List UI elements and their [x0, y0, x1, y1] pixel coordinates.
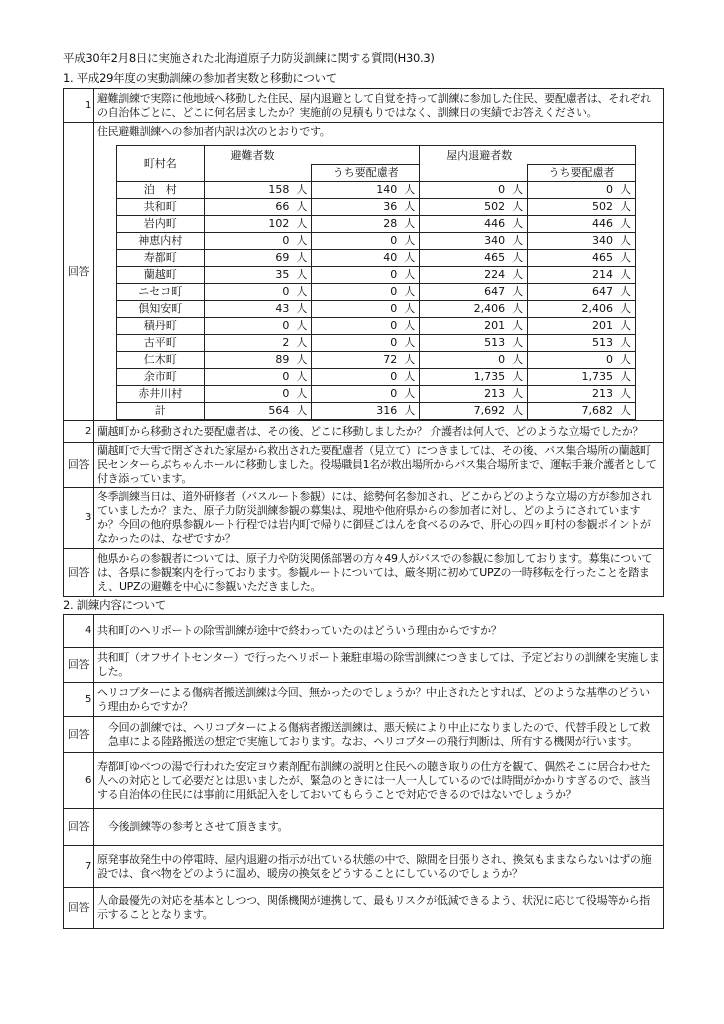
question-row	[64, 753, 664, 809]
header-spacer	[420, 165, 528, 182]
count-value: 1,735	[581, 370, 613, 383]
unit-label: 人	[404, 251, 416, 264]
document-title: 平成30年2月8日に実施された北海道原子力防災訓練に関する質問(H30.3)	[63, 51, 435, 65]
count-value: 0	[390, 336, 398, 349]
breakdown-body	[117, 182, 636, 420]
unit-label: 人	[620, 268, 631, 281]
count-shelter	[420, 250, 528, 267]
count-value: 28	[383, 217, 398, 230]
unit-label: 人	[512, 353, 524, 366]
unit-label: 人	[620, 285, 631, 298]
question-text: ヘリコプターによる傷病者搬送訓練は今回、無かったのでしょうか？中止されたとすれば、どのような基準のどういう理由からですか？	[94, 683, 664, 717]
unit-label: 人	[620, 251, 631, 264]
count-evac-care	[312, 318, 420, 335]
count-value: 0	[390, 268, 398, 281]
answer-label: 回答	[64, 549, 94, 597]
count-evac-care	[312, 369, 420, 386]
count-value: 340	[484, 234, 506, 247]
count-shelter	[420, 386, 528, 403]
answer-row	[64, 549, 664, 597]
count-value: 465	[484, 251, 506, 264]
count-evac	[204, 403, 312, 420]
unit-label: 人	[620, 302, 631, 315]
municipality-row	[117, 284, 636, 301]
answer-text: 蘭越町で大雪で閉ざされた家屋から救出された要配慮者（見立て）につきましては、その後、バス集合場所の蘭越町民センターらぶちゃんホールに移動しました。役場職員1名が救出場所からバス集合場所まで、運転手兼介護者として付き添っています。	[94, 443, 664, 488]
count-evac	[204, 301, 312, 318]
count-evac	[204, 386, 312, 403]
unit-label: 人	[404, 183, 416, 196]
unit-label: 人	[296, 234, 308, 247]
answer-text: 他県からの参観者については、原子力や防災関係部署の方々49人がバスでの参観に参加しております。募集については、各県に参観案内を行っております。参観ルートについては、厳冬期に初めてUPZの一時移転を行ったことを踏まえ、UPZの避難を中心に参観いただきました。	[94, 549, 664, 597]
count-value: 0	[390, 319, 398, 332]
unit-label: 人	[404, 353, 416, 366]
count-shelter-care	[528, 386, 636, 403]
question-number: 2	[64, 421, 94, 443]
unit-label: 人	[512, 234, 524, 247]
count-value: 2	[282, 336, 290, 349]
participant-breakdown-table	[116, 145, 636, 420]
count-evac-care	[312, 267, 420, 284]
count-value: 502	[484, 200, 506, 213]
count-value: 0	[282, 234, 290, 247]
unit-label: 人	[296, 302, 308, 315]
count-value: 513	[592, 336, 613, 349]
municipality-row	[117, 233, 636, 250]
count-value: 0	[390, 285, 398, 298]
question-text: 寿都町ゆべつの湯で行われた安定ヨウ素剤配布訓練の説明と住民への聴き取りの仕方を観て、偶然そこに居合わせた人への対応として必要だとは思いましたが、緊急のときには一人一人しているのでは時間がかかりすぎるので、該当する自治体の住民には事前に用紙記入をしておいてもらうことで対応できるのではないでしょうか？	[94, 753, 664, 809]
count-evac	[204, 250, 312, 267]
unit-label: 人	[296, 370, 308, 383]
municipality-row	[117, 267, 636, 284]
count-value: 446	[592, 217, 613, 230]
unit-label: 人	[296, 183, 308, 196]
count-shelter	[420, 267, 528, 284]
count-shelter-care	[528, 318, 636, 335]
question-row	[64, 683, 664, 717]
count-shelter	[420, 318, 528, 335]
header-evacuees: 避難者数	[204, 146, 420, 165]
count-value: 89	[275, 353, 290, 366]
question-text: 冬季訓練当日は、道外研修者（バスルート参観）には、総勢何名参加され、どこからどのような立場の方が参加されていましたか？また、原子力防災訓練参観の募集は、現地や他府県からの参加者に対し、どのようにされていますか？今回の他府県参観ルート行程では岩内町で帰りに御昼ごはんを食べるのみで、肝心の四ヶ町村の参観ポイントがなかったのは、なぜですか？	[94, 488, 664, 549]
count-value: 0	[390, 234, 398, 247]
count-value: 102	[268, 217, 290, 230]
count-shelter-care	[528, 352, 636, 369]
answer-text: 今回の訓練では、ヘリコプターによる傷病者搬送訓練は、悪天候により中止になりましたので、代替手段として救急車による陸路搬送の想定で実施しております。なお、ヘリコプターの飛行判断は、所有する機関が行います。	[94, 717, 664, 753]
count-value: 0	[498, 353, 506, 366]
municipality-name: 岩内町	[117, 216, 205, 233]
unit-label: 人	[404, 285, 416, 298]
count-value: 647	[592, 285, 613, 298]
unit-label: 人	[512, 387, 524, 400]
answer-row	[64, 648, 664, 683]
count-shelter-care	[528, 216, 636, 233]
count-value: 465	[592, 251, 613, 264]
count-value: 35	[275, 268, 290, 281]
count-value: 43	[275, 302, 290, 315]
count-evac	[204, 216, 312, 233]
unit-label: 人	[512, 268, 524, 281]
answer-text: 共和町（オフサイトセンター）で行ったヘリポート兼駐車場の除雪訓練につきましては、予定どおりの訓練を実施しました。	[94, 648, 664, 683]
municipality-name: 泊 村	[117, 182, 205, 199]
municipality-row	[117, 335, 636, 352]
count-value: 40	[383, 251, 398, 264]
municipality-name: 積丹町	[117, 318, 205, 335]
count-value: 0	[390, 387, 398, 400]
unit-label: 人	[620, 319, 631, 332]
municipality-name: 共和町	[117, 199, 205, 216]
count-value: 0	[282, 370, 290, 383]
count-value: 36	[383, 200, 398, 213]
unit-label: 人	[620, 200, 631, 213]
count-value: 2,406	[473, 302, 506, 315]
qa-table-section-1	[63, 88, 664, 597]
count-shelter	[420, 403, 528, 420]
question-row	[64, 488, 664, 549]
section-1-title: 1. 平成29年度の実動訓練の参加者実数と移動について	[63, 71, 337, 85]
count-shelter-care	[528, 182, 636, 199]
count-shelter	[420, 369, 528, 386]
count-evac	[204, 182, 312, 199]
count-value: 0	[498, 183, 506, 196]
unit-label: 人	[296, 336, 308, 349]
count-evac-care	[312, 352, 420, 369]
municipality-name: 仁木町	[117, 352, 205, 369]
total-row	[117, 403, 636, 420]
header-spacer	[204, 165, 312, 182]
answer-text: 今後訓練等の参考とさせて頂きます。	[94, 809, 664, 846]
question-number: 5	[64, 683, 94, 717]
question-number: 7	[64, 846, 94, 888]
count-shelter	[420, 182, 528, 199]
count-shelter-care	[528, 369, 636, 386]
unit-label: 人	[404, 234, 416, 247]
count-evac-care	[312, 301, 420, 318]
count-value: 213	[484, 387, 506, 400]
count-evac-care	[312, 403, 420, 420]
unit-label: 人	[512, 285, 524, 298]
unit-label: 人	[620, 336, 631, 349]
count-value: 2,406	[581, 302, 613, 315]
count-value: 201	[592, 319, 613, 332]
count-shelter-care	[528, 250, 636, 267]
municipality-row	[117, 250, 636, 267]
answer-row	[64, 717, 664, 753]
municipality-name: 古平町	[117, 335, 205, 352]
unit-label: 人	[296, 404, 308, 417]
question-row	[64, 89, 664, 123]
unit-label: 人	[620, 217, 631, 230]
unit-label: 人	[296, 217, 308, 230]
answer-text: 住民避難訓練への参加者内訳は次のとおりです。	[97, 125, 331, 138]
header-sheltering-care: うち要配慮者	[528, 165, 636, 182]
question-text: 原発事故発生中の停電時、屋内退避の指示が出ている状態の中で、隙間を目張りされ、換気もままならないはずの施設では、食べ物をどのように温め、暖房の換気をどうすることにしているのでしょうか？	[94, 846, 664, 888]
question-row	[64, 615, 664, 648]
count-evac-care	[312, 250, 420, 267]
unit-label: 人	[512, 336, 524, 349]
count-shelter	[420, 199, 528, 216]
answer-row	[64, 123, 664, 421]
count-value: 7,692	[473, 404, 506, 417]
count-shelter-care	[528, 301, 636, 318]
answer-label: 回答	[64, 809, 94, 846]
municipality-name: 蘭越町	[117, 267, 205, 284]
unit-label: 人	[620, 234, 631, 247]
count-evac	[204, 267, 312, 284]
count-value: 0	[390, 302, 398, 315]
count-evac	[204, 199, 312, 216]
unit-label: 人	[404, 302, 416, 315]
header-municipality: 町村名	[117, 146, 205, 182]
answer-row	[64, 443, 664, 488]
count-shelter	[420, 284, 528, 301]
count-value: 72	[383, 353, 398, 366]
answer-label: 回答	[64, 888, 94, 929]
count-value: 0	[282, 387, 290, 400]
count-value: 158	[268, 183, 290, 196]
answer-label: 回答	[64, 123, 94, 421]
municipality-row	[117, 301, 636, 318]
count-value: 647	[484, 285, 506, 298]
count-value: 1,735	[473, 370, 506, 383]
municipality-row	[117, 369, 636, 386]
count-value: 564	[268, 404, 290, 417]
count-evac	[204, 284, 312, 301]
count-value: 201	[484, 319, 506, 332]
count-value: 0	[390, 370, 398, 383]
answer-text: 人命最優先の対応を基本としつつ、関係機関が連携して、最もリスクが低減できるよう、状況に応じて役場等から指示することとなります。	[94, 888, 664, 929]
answer-row	[64, 809, 664, 846]
unit-label: 人	[512, 302, 524, 315]
count-shelter	[420, 233, 528, 250]
unit-label: 人	[404, 387, 416, 400]
unit-label: 人	[404, 404, 416, 417]
count-value: 7,682	[581, 404, 613, 417]
unit-label: 人	[404, 217, 416, 230]
count-value: 0	[282, 285, 290, 298]
unit-label: 人	[512, 183, 524, 196]
municipality-row	[117, 182, 636, 199]
answer-cell	[94, 123, 664, 421]
question-row	[64, 421, 664, 443]
count-value: 224	[484, 268, 506, 281]
count-shelter-care	[528, 403, 636, 420]
unit-label: 人	[620, 404, 631, 417]
count-shelter-care	[528, 335, 636, 352]
question-text: 蘭越町から移動された要配慮者は、その後、どこに移動しましたか？ 介護者は何人で、どのような立場でしたか？	[94, 421, 664, 443]
count-value: 340	[592, 234, 613, 247]
unit-label: 人	[296, 353, 308, 366]
count-evac	[204, 233, 312, 250]
count-value: 66	[275, 200, 290, 213]
count-value: 0	[606, 353, 613, 366]
count-shelter-care	[528, 284, 636, 301]
answer-label: 回答	[64, 443, 94, 488]
municipality-name: 計	[117, 403, 205, 420]
count-shelter	[420, 216, 528, 233]
count-value: 446	[484, 217, 506, 230]
header-evacuees-care: うち要配慮者	[312, 165, 420, 182]
municipality-name: 倶知安町	[117, 301, 205, 318]
municipality-row	[117, 216, 636, 233]
count-value: 513	[484, 336, 506, 349]
unit-label: 人	[512, 404, 524, 417]
unit-label: 人	[404, 370, 416, 383]
header-sheltering: 屋内退避者数	[420, 146, 636, 165]
count-value: 214	[592, 268, 613, 281]
count-shelter	[420, 335, 528, 352]
answer-row	[64, 888, 664, 929]
count-evac-care	[312, 386, 420, 403]
unit-label: 人	[620, 353, 631, 366]
count-value: 69	[275, 251, 290, 264]
count-evac-care	[312, 216, 420, 233]
unit-label: 人	[620, 370, 631, 383]
answer-label: 回答	[64, 648, 94, 683]
count-shelter-care	[528, 233, 636, 250]
municipality-row	[117, 352, 636, 369]
unit-label: 人	[512, 251, 524, 264]
unit-label: 人	[296, 319, 308, 332]
count-shelter-care	[528, 199, 636, 216]
count-value: 316	[376, 404, 398, 417]
municipality-row	[117, 318, 636, 335]
count-evac-care	[312, 335, 420, 352]
municipality-name: ニセコ町	[117, 284, 205, 301]
count-value: 0	[606, 183, 613, 196]
answer-label: 回答	[64, 717, 94, 753]
unit-label: 人	[404, 268, 416, 281]
unit-label: 人	[296, 200, 308, 213]
qa-table-section-2	[63, 614, 664, 929]
unit-label: 人	[404, 200, 416, 213]
count-value: 213	[592, 387, 613, 400]
count-shelter	[420, 352, 528, 369]
count-shelter-care	[528, 267, 636, 284]
municipality-row	[117, 386, 636, 403]
count-value: 502	[592, 200, 613, 213]
count-evac-care	[312, 182, 420, 199]
question-number: 6	[64, 753, 94, 809]
unit-label: 人	[512, 217, 524, 230]
municipality-name: 神恵内村	[117, 233, 205, 250]
count-evac	[204, 352, 312, 369]
question-number: 4	[64, 615, 94, 648]
question-text: 共和町のヘリポートの除雪訓練が途中で終わっていたのはどういう理由からですか？	[94, 615, 664, 648]
unit-label: 人	[404, 319, 416, 332]
unit-label: 人	[296, 285, 308, 298]
unit-label: 人	[296, 387, 308, 400]
unit-label: 人	[512, 200, 524, 213]
unit-label: 人	[296, 251, 308, 264]
count-evac-care	[312, 284, 420, 301]
count-evac	[204, 318, 312, 335]
question-number: 3	[64, 488, 94, 549]
count-shelter	[420, 301, 528, 318]
count-evac	[204, 335, 312, 352]
municipality-name: 寿都町	[117, 250, 205, 267]
unit-label: 人	[512, 319, 524, 332]
unit-label: 人	[512, 370, 524, 383]
municipality-name: 赤井川村	[117, 386, 205, 403]
section-2-title: 2. 訓練内容について	[63, 598, 167, 612]
count-evac-care	[312, 199, 420, 216]
unit-label: 人	[620, 387, 631, 400]
unit-label: 人	[296, 268, 308, 281]
count-evac-care	[312, 233, 420, 250]
question-row	[64, 846, 664, 888]
municipality-name: 余市町	[117, 369, 205, 386]
count-value: 140	[376, 183, 398, 196]
count-value: 0	[282, 319, 290, 332]
unit-label: 人	[404, 336, 416, 349]
municipality-row	[117, 199, 636, 216]
count-evac	[204, 369, 312, 386]
question-number: 1	[64, 89, 94, 123]
unit-label: 人	[620, 183, 631, 196]
question-text: 避難訓練で実際に他地域へ移動した住民、屋内退避として自覚を持って訓練に参加した住民、要配慮者は、それぞれの自治体ごとに、どこに何名居ましたか？実施前の見積もりではなく、訓練日の実績でお答えください。	[94, 89, 664, 123]
